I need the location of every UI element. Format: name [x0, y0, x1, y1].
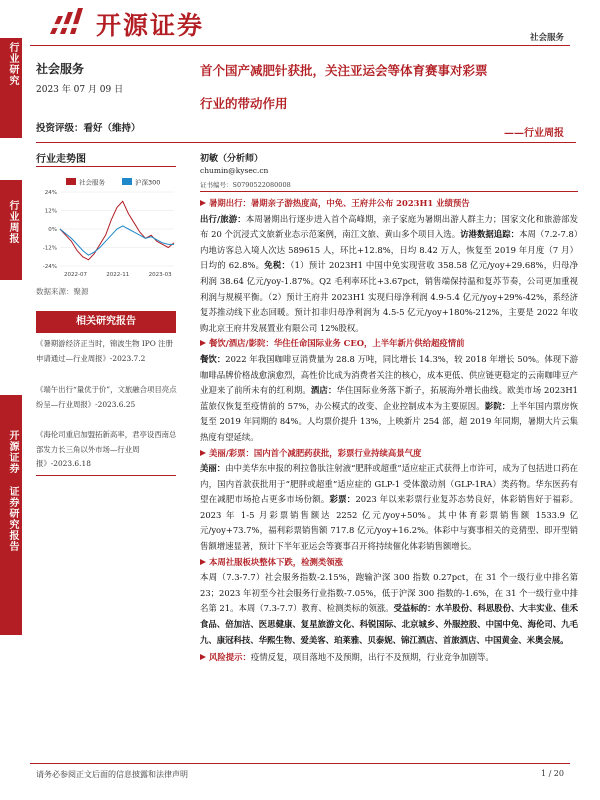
bullet-triangle-icon [200, 654, 206, 660]
x-tick-label: 2022-11 [106, 272, 130, 278]
section-beauty-head: 美丽/彩票：国内首个减肥药获批，彩票行业持续高景气度 [200, 446, 578, 462]
side-label-weekly: 行业周报 [7, 200, 18, 244]
header-category: 社会服务 [529, 33, 564, 43]
sector-name: 社会服务 [36, 62, 85, 76]
legend [66, 178, 160, 187]
logo-icon [46, 6, 94, 40]
trend-chart [36, 172, 178, 282]
report-tag: ——行业周报 [504, 128, 564, 139]
section-dining-text: 餐饮：2022 年我国咖啡豆消费量为 28.8 万吨，同比增长 14.3%，较 2018 年增长 50%。体现下游咖啡品牌价格战愈演愈烈，高性价比成为消费者关注的核心，成本更低、供应链更稳定的云南咖啡豆产业迎来了前所未有的红利期。酒店：华住国际业务落下新子，拓展海外增长曲线。欧美市场 2023H1 蓝旅仅恢复至疫情前的 57%，办公模式的改变、企业控制成本为主要原因。影院：上半年国内票房恢复至 2019 年同期的 84%。人均票价提升 13%，上映新片 254 部，超 2019 年同期，暑期大片云集热度有望延续。 [200, 353, 579, 442]
related-divider [36, 475, 176, 476]
report-title-line2: 行业的带动作用 [200, 96, 288, 111]
x-tick-label: 2022-07 [64, 272, 87, 278]
related-title: 相关研究报告 [36, 311, 176, 333]
section-travel-text: 出行/旅游：本周暑期出行逐步进入首个高峰期，亲子家庭为暑期出游人群主力；国家文化和旅游部发布 20 个沉浸式文旅新业态示范案例，南江文旅、黄山多个项目入选。访港数据追踪：本周（7.2-7.8）内地访客总入境人次达 589615 人，环比+12.8%，日均 8.42 万人，恢复至 2019 年月度（7 月）日均的 62.8%。免税：（1）预计 2023H1 中国中免实现营收 358.58 亿元/yoy+29.68%，归母净利润 38.64 亿元/yoy-1.87%。Q2 毛利率环比+3.67pct，销售端保持温和复苏节奏，公司更加重视利润与规模平衡。（2）预计王府井 2023H1 实现归母净利润 4.9-5.4 亿元/yoy+29%-42%，系经济复苏推动线下业态回暖。预计扣非归母净利润为 4.5-5 亿元/yoy+180%-212%，主要是 2022 年收购北京王府井发展置业有限公司 12%股权。 [200, 213, 579, 333]
analyst-email[interactable]: chumin@kysec.cn [200, 166, 269, 175]
report-title-line1: 首个国产减肥针获批，关注亚运会等体育赛事对彩票 [200, 63, 488, 78]
analyst-cert: 证书编号：S0790522080008 [200, 181, 291, 189]
legend-swatch-social [66, 178, 76, 185]
logo-text: 开源证券 [96, 11, 205, 40]
section-dining-head: 餐饮/酒店/影院：华住任命国际业务 CEO，上半年新片供给超疫情前 [200, 336, 578, 352]
trend-divider [36, 166, 176, 167]
side-label-broker: 开源证券 证券研究报告 [7, 430, 18, 552]
side-label-research: 行业研究 [7, 42, 18, 86]
chart-source: 数据来源：聚源 [36, 287, 89, 296]
footer-divider [30, 763, 570, 764]
bullet-triangle-icon [200, 200, 206, 206]
bullet-triangle-icon [200, 450, 206, 456]
legend-swatch-hs300 [122, 178, 132, 185]
section-travel-head: 暑期出行：暑期亲子游热度高，中免、王府井公布 2023H1 业绩预告 [200, 196, 578, 212]
y-tick-label: 24% [44, 190, 57, 196]
section-market-head: 本周社服板块整体下跌，检测类领涨 [200, 555, 578, 571]
section-risk: 风险提示：疫情反复，项目落地不及预期，出行不及预期，行业竞争加剧等。 [200, 650, 578, 666]
side-band [0, 0, 22, 800]
related-item-1[interactable]: 《暑期游经济正当时，锦波生物 IPO 注册申请通过—行业周报》-2023.7.2 [36, 339, 173, 363]
y-tick-label: -24% [42, 264, 57, 270]
rating-divider [36, 142, 576, 143]
y-tick-label: 12% [44, 208, 57, 215]
page-number: 1 / 20 [540, 769, 564, 778]
bullet-triangle-icon [200, 559, 206, 565]
section-beauty-text: 美丽：由中美华东申报的利拉鲁肽注射液“肥胖或超重”适应症正式获得上市许可，成为了包括进口药在内，国内首款获批用于“肥胖或超重”适应症的 GLP-1 受体激动剂（GLP-1RA）类药物。华东医药有望在减肥市场抢占更多市场份额。彩票：2023 年以来彩票行业复苏态势良好，体彩销售好于福彩。2023 年 1-5 月彩票销售额达 2252 亿元/yoy+50%。其中体育彩票销售额 1533.9 亿元/yoy+73.7%，福利彩票销售额 717.8 亿元/yoy+16.2%。体彩中与赛事相关的竞猜型、即开型销售额增速显著，预计下半年亚运会等赛事召开将持续催化体彩销售额增长。 [200, 463, 579, 552]
bullet-triangle-icon [200, 340, 206, 346]
y-tick-label: 0% [48, 227, 57, 233]
analyst-divider [200, 191, 578, 192]
section-market-text: 本周（7.3-7.7）社会服务指数-2.15%，跑输沪深 300 指数 0.27pct，在 31 个一级行业中排名第 23；2023 年初至今社会服务行业指数-7.05%，低于沪深 300 指数的-1.6%，在 31 个一级行业中排名第 21。本周（7.3-7.7）教育、检测类标的领涨。受益标的：水羊股份、科思股份、大丰实业、佳禾食品、倍加洁、医思健康、复星旅游文化、科锐国际、北京城乡、外服控股、中国中免、海伦司、九毛九、康冠科技、华熙生物、爱美客、珀莱雅、贝泰妮、锦江酒店、首旅酒店、中国黄金、米奥会展。 [200, 572, 578, 645]
trend-title: 行业走势图 [36, 154, 86, 165]
analyst-name: 初敏（分析师） [200, 154, 264, 164]
legend-label-social: 社会服务 [79, 178, 105, 187]
legend-label-hs300: 沪深300 [135, 178, 161, 187]
footer-disclaimer: 请务必参阅正文后面的信息披露和法律声明 [36, 770, 188, 779]
x-tick-label: 2023-03 [148, 272, 172, 278]
related-item-3[interactable]: 《海伦司重启加盟拓新高率，君亭设西南总部发力长三角以外市场—行业周报》-2023.6.18 [36, 430, 177, 468]
report-date: 2023 年 07 月 09 日 [36, 85, 124, 95]
y-tick-label: -12% [42, 245, 57, 252]
section-travel [200, 196, 578, 666]
series-line-social [60, 201, 174, 259]
related-item-2[interactable]: 《端午出行“量优于价”，文旅融合项目亮点纷呈—行业周报》-2023.6.25 [36, 385, 177, 409]
rating: 投资评级：看好（维持） [36, 123, 141, 134]
header-divider [30, 45, 570, 46]
